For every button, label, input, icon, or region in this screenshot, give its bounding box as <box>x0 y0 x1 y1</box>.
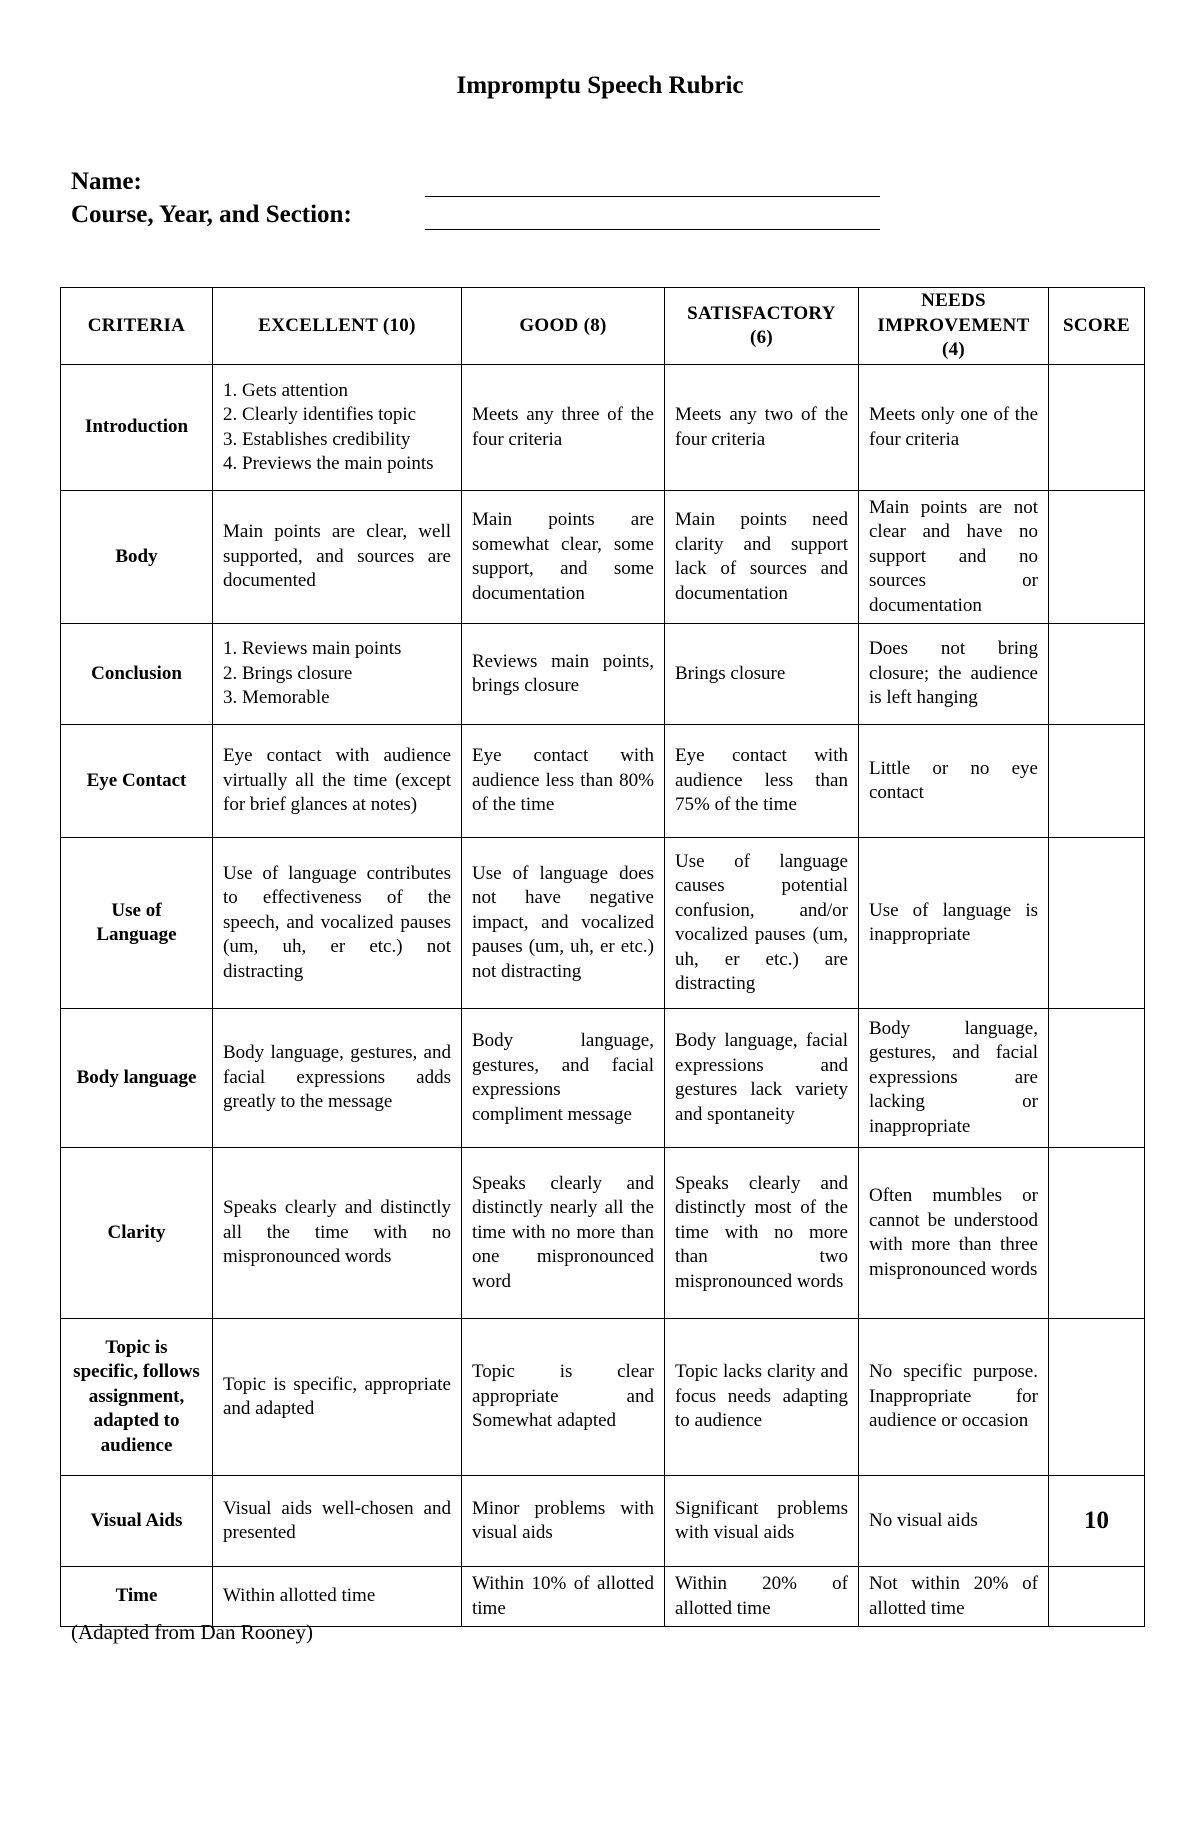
header-good: GOOD (8) <box>462 288 665 365</box>
good-cell: Eye contact with audience less than 80% of the time <box>462 725 665 838</box>
excellent-cell: Visual aids well-chosen and presented <box>213 1476 462 1567</box>
excellent-cell: Eye contact with audience virtually all the time (except for brief glances at notes) <box>213 725 462 838</box>
good-cell: Reviews main points, brings closure <box>462 624 665 725</box>
score-cell[interactable] <box>1049 1319 1145 1476</box>
good-cell: Use of language does not have negative impact, and vocalized pauses (um, uh, er etc.) not distracting <box>462 838 665 1009</box>
excellent-cell: Use of language contributes to effectiveness of the speech, and vocalized pauses (um, uh, er etc.) not distracting <box>213 838 462 1009</box>
satisfactory-cell: Significant problems with visual aids <box>665 1476 859 1567</box>
score-cell[interactable] <box>1049 491 1145 624</box>
table-row-time <box>61 1567 1145 1627</box>
header-criteria: CRITERIA <box>61 288 213 365</box>
rubric-table <box>60 287 1145 1627</box>
needs-improvement-cell: Does not bring closure; the audience is left hanging <box>859 624 1049 725</box>
header-satisfactory-line1: SATISFACTORY <box>687 302 836 324</box>
criteria-cell: Visual Aids <box>61 1476 213 1567</box>
criteria-cell: Conclusion <box>61 624 213 725</box>
score-cell[interactable] <box>1049 1567 1145 1627</box>
footnote: (Adapted from Dan Rooney) <box>71 1620 314 1644</box>
good-cell: Minor problems with visual aids <box>462 1476 665 1567</box>
header-row <box>61 288 1145 365</box>
satisfactory-cell: Body language, facial expressions and gestures lack variety and spontaneity <box>665 1009 859 1148</box>
needs-improvement-cell: No specific purpose. Inappropriate for audience or occasion <box>859 1319 1049 1476</box>
good-cell: Meets any three of the four criteria <box>462 365 665 491</box>
name-blank-line[interactable] <box>425 174 880 197</box>
header-needs-improvement <box>859 288 1049 365</box>
table-row-eye-contact <box>61 725 1145 838</box>
header-needs-line1: NEEDS <box>921 290 986 312</box>
excellent-cell <box>213 365 462 491</box>
needs-improvement-cell: Often mumbles or cannot be understood with more than three mispronounced words <box>859 1148 1049 1319</box>
score-cell[interactable] <box>1049 725 1145 838</box>
good-cell: Main points are somewhat clear, some support, and some documentation <box>462 491 665 624</box>
criteria-cell: Time <box>61 1567 213 1627</box>
satisfactory-cell: Within 20% of allotted time <box>665 1567 859 1627</box>
satisfactory-cell: Eye contact with audience less than 75% of the time <box>665 725 859 838</box>
excellent-cell <box>213 624 462 725</box>
excellent-cell: Within allotted time <box>213 1567 462 1627</box>
header-score: SCORE <box>1049 288 1145 365</box>
needs-improvement-cell: Meets only one of the four criteria <box>859 365 1049 491</box>
criteria-cell: Introduction <box>61 365 213 491</box>
excellent-cell-line: 2. Brings closure <box>223 662 353 684</box>
satisfactory-cell: Topic lacks clarity and focus needs adapting to audience <box>665 1319 859 1476</box>
needs-improvement-cell: Body language, gestures, and facial expressions are lacking or inappropriate <box>859 1009 1049 1148</box>
table-row-topic <box>61 1319 1145 1476</box>
table-row-introduction <box>61 365 1145 491</box>
excellent-cell-line: 2. Clearly identifies topic <box>223 404 417 425</box>
needs-improvement-cell: Little or no eye contact <box>859 725 1049 838</box>
criteria-cell: Clarity <box>61 1148 213 1319</box>
excellent-cell-line: 1. Reviews main points <box>223 638 402 660</box>
course-label: Course, Year, and Section: <box>71 201 352 228</box>
needs-improvement-cell: Main points are not clear and have no support and no sources or documentation <box>859 491 1049 624</box>
excellent-cell-line: 3. Establishes credibility <box>223 428 411 450</box>
score-cell[interactable]: 10 <box>1049 1476 1145 1567</box>
header-excellent: EXCELLENT (10) <box>213 288 462 365</box>
satisfactory-cell: Main points need clarity and support lack of sources and documentation <box>665 491 859 624</box>
rubric-body <box>61 365 1145 1627</box>
table-row-use-of-language <box>61 838 1145 1009</box>
excellent-cell: Speaks clearly and distinctly all the time with no mispronounced words <box>213 1148 462 1319</box>
criteria-cell: Body language <box>61 1009 213 1148</box>
table-row-body-language <box>61 1009 1145 1148</box>
excellent-cell-line: 3. Memorable <box>223 687 330 709</box>
table-row-visual-aids <box>61 1476 1145 1567</box>
header-needs-line3: (4) <box>941 339 966 361</box>
document-title: Impromptu Speech Rubric <box>456 72 744 99</box>
table-row-conclusion <box>61 624 1145 725</box>
good-cell: Topic is clear appropriate and Somewhat adapted <box>462 1319 665 1476</box>
criteria-cell: Eye Contact <box>61 725 213 838</box>
table-row-body <box>61 491 1145 624</box>
name-label: Name: <box>71 168 142 195</box>
needs-improvement-cell: Use of language is inappropriate <box>859 838 1049 1009</box>
excellent-cell: Topic is specific, appropriate and adapted <box>213 1319 462 1476</box>
needs-improvement-cell: No visual aids <box>859 1476 1049 1567</box>
good-cell: Body language, gestures, and facial expressions compliment message <box>462 1009 665 1148</box>
needs-improvement-cell: Not within 20% of allotted time <box>859 1567 1049 1627</box>
score-cell[interactable] <box>1049 838 1145 1009</box>
excellent-cell-line: 4. Previews the main points <box>223 453 434 474</box>
header-satisfactory <box>665 288 859 365</box>
satisfactory-cell: Brings closure <box>665 624 859 725</box>
table-row-clarity <box>61 1148 1145 1319</box>
excellent-cell: Main points are clear, well supported, and sources are documented <box>213 491 462 624</box>
score-cell[interactable] <box>1049 1009 1145 1148</box>
criteria-cell: Body <box>61 491 213 624</box>
good-cell: Speaks clearly and distinctly nearly all the time with no more than one mispronounced word <box>462 1148 665 1319</box>
excellent-cell-line: 1. Gets attention <box>223 379 349 401</box>
satisfactory-cell: Meets any two of the four criteria <box>665 365 859 491</box>
satisfactory-cell: Speaks clearly and distinctly most of the time with no more than two mispronounced words <box>665 1148 859 1319</box>
header-satisfactory-line2: (6) <box>749 327 774 348</box>
score-cell[interactable] <box>1049 365 1145 491</box>
criteria-cell: Use of Language <box>61 838 213 1009</box>
score-cell[interactable] <box>1049 1148 1145 1319</box>
excellent-cell: Body language, gestures, and facial expressions adds greatly to the message <box>213 1009 462 1148</box>
satisfactory-cell: Use of language causes potential confusion, and/or vocalized pauses (um, uh, er etc.) are distracting <box>665 838 859 1009</box>
header-needs-line2: IMPROVEMENT <box>877 314 1030 336</box>
criteria-cell: Topic is specific, follows assignment, adapted to audience <box>61 1319 213 1476</box>
score-cell[interactable] <box>1049 624 1145 725</box>
course-blank-line[interactable] <box>425 207 880 230</box>
good-cell: Within 10% of allotted time <box>462 1567 665 1627</box>
